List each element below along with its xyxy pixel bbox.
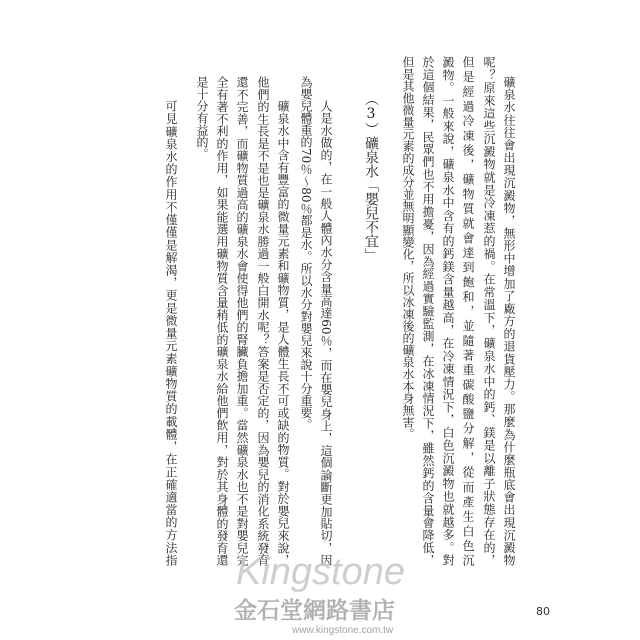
watermark-brand: Kingstone xyxy=(236,551,406,593)
text-column: 人是水做的，在一般人體內水分含量高達60％，而在嬰兒身上，這個論斷更加貼切，因 xyxy=(319,100,333,566)
text-column: 他們的生長是不是也是礦泉水勝過一般白開水呢？答案是否定的，因為嬰兒的消化系統發育 xyxy=(256,76,270,566)
watermark-url: www.kingstone.com.tw xyxy=(292,625,394,636)
text-column: 是十分有益的。 xyxy=(195,76,209,160)
watermark-store-name: 金石堂網路書店 xyxy=(234,598,395,624)
section-heading: （3）礦泉水「嬰兒不宜」 xyxy=(363,92,379,262)
text-column: 但是經過冷凍後，礦物質就會達到飽和，並隨著重碳酸鹽分解，從而產生白色沉 xyxy=(461,56,475,566)
text-column: 礦泉水中含有豐富的微量元素和礦物質，是人體生長不可或缺的物質。對於嬰兒來說， xyxy=(276,100,290,566)
text-column: 還不完善，而礦物質過高的礦泉水會使得他們的腎臟負擔加重。當然礦泉水也不是對嬰兒完 xyxy=(235,76,249,566)
text-column: 全有著不利的作用，如果能選用礦物質含量稍低的礦泉水給他們飲用，對於其身體的發育還 xyxy=(215,76,229,566)
text-column: 可見礦泉水的作用不僅僅是解渴，更是微量元素礦物質的載體，在正確適當的方法指 xyxy=(164,100,178,566)
page-number: 80 xyxy=(536,605,550,618)
text-column: 呢？原來這些沉澱物就是冷凍惹的禍。在常溫下，礦泉水中的鈣、鎂是以離子狀態存在的， xyxy=(482,56,496,566)
text-column: 但是其他微量元素的成分並無明顯變化，所以冰凍後的礦泉水本身無害。 xyxy=(401,56,415,440)
text-column: 於這個結果，民眾們也不用擔憂，因為經過實驗監測，在冰凍情況下，雖然鈣的含量會降低， xyxy=(421,56,435,566)
text-column: 礦泉水往往會出現沉澱物，無形中增加了廠方的退貨壓力。那麼為什麼瓶底會出現沉澱物 xyxy=(502,76,516,566)
text-column: 澱物。一般來說，礦泉水中含有的鈣鎂含量越高，在冷凍情況下，白色沉澱物也就越多。對 xyxy=(441,56,455,566)
text-column: 為嬰兒體重的70％～80％都是水。所以水分對嬰兒來說十分重要。 xyxy=(299,76,313,431)
